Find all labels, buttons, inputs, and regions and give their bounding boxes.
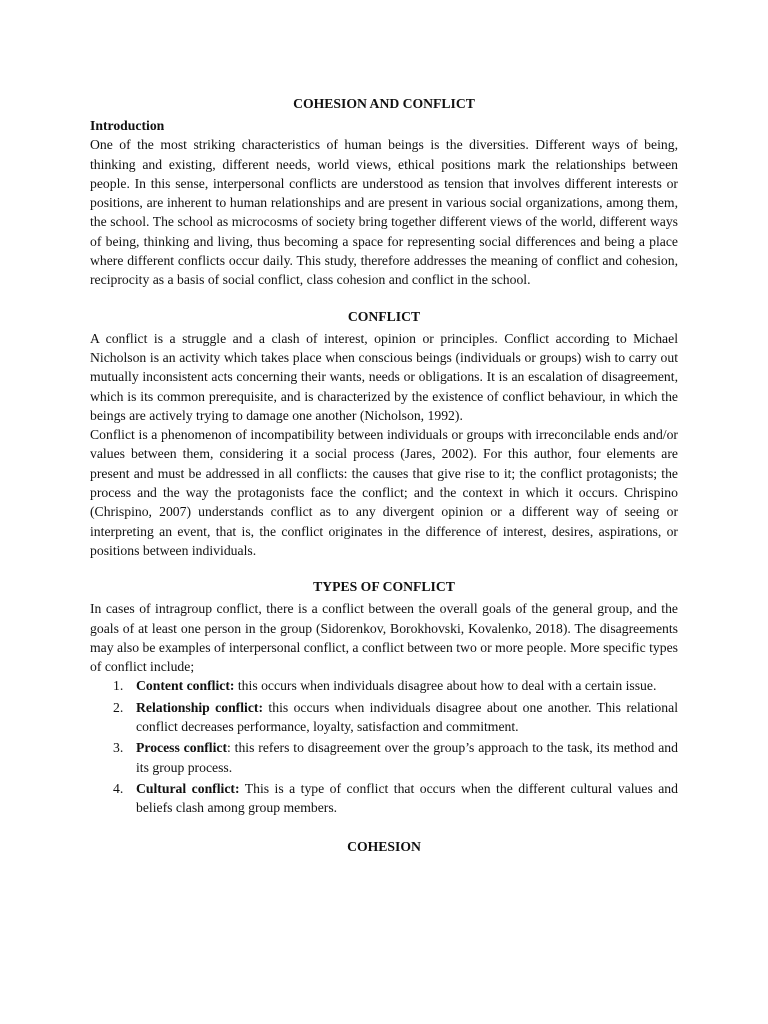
- cohesion-heading: COHESION: [347, 838, 421, 854]
- list-item-text: This is a type of conflict that occurs when the different cultural values and beliefs clash among group members.: [136, 780, 678, 816]
- conflict-types-list: [90, 676, 678, 817]
- conflict-paragraph-2: Conflict is a phenomenon of incompatibility between individuals or groups with irreconcilable ends and/or values between them, considering it a social process (Jares, 2002). For this author, four elements are present and must be addressed in all conflicts: the causes that give rise to it; the conflict protagonists; the process and the way the protagonists face the conflict; and the context in which it occurs. Chrispino (Chrispino, 2007) understands conflict as to any divergent opinion or a different way of seeing or interpreting an event, that is, the conflict originates in the difference of interest, desires, aspirations, or positions between individuals.: [90, 427, 678, 558]
- list-item-term: Process conflict: [136, 740, 228, 756]
- list-item: [113, 738, 678, 777]
- list-item-text: this occurs when individuals disagree about one another. This relational conflict decreases performance, loyalty, satisfaction and commitment.: [136, 699, 678, 735]
- list-item-term: Relationship conflict:: [136, 699, 264, 715]
- list-item: [113, 698, 678, 737]
- introduction-heading: Introduction: [90, 118, 165, 133]
- list-item: [113, 676, 678, 695]
- list-item-number: 2.: [113, 699, 124, 715]
- list-item-term: Content conflict:: [136, 678, 235, 694]
- types-paragraph: In cases of intragroup conflict, there is a conflict between the overall goals of the general group, and the goals of at least one person in the group (Sidorenkov, Borokhovski, Kovalenko, 2018). The disagreements may also be examples of interpersonal conflict, a conflict between two or more people. More specific types of conflict include;: [90, 601, 678, 675]
- list-item-number: 3.: [113, 740, 124, 756]
- spacer: [90, 820, 678, 837]
- spacer: [90, 290, 678, 307]
- list-item-number: 1.: [113, 678, 124, 694]
- list-item: [113, 779, 678, 818]
- document-title: COHESION AND CONFLICT: [293, 96, 475, 111]
- types-heading: TYPES OF CONFLICT: [313, 579, 455, 595]
- list-item-text: : this refers to disagreement over the group’s approach to the task, its method and its group process.: [136, 740, 678, 775]
- spacer: [90, 560, 678, 577]
- introduction-paragraph: One of the most striking characteristics of human beings is the diversities. Different ways of being, thinking and existing, different needs, world views, ethical positions mark the relationships between people. In this sense, interpersonal conflicts are understood as tension that involves different interests or positions, are inherent to human relationships and are present in various social organizations, among them, the school. The school as microcosms of society bring together different views of the world, different ways of being, thinking and living, thus becoming a space for representing social differences and being a place where different conflicts occur daily. This study, therefore addresses the meaning of conflict and cohesion, reciprocity as a basis of social conflict, class cohesion and conflict in the school.: [90, 137, 678, 288]
- list-item-number: 4.: [113, 780, 124, 796]
- conflict-paragraph-1: A conflict is a struggle and a clash of interest, opinion or principles. Conflict according to Michael Nicholson is an activity which takes place when conscious beings (individuals or groups) wish to carry out mutually inconsistent acts concerning their wants, needs or obligations. It is an escalation of disagreement, which is its common prerequisite, and is characterized by the existence of conflict behaviour, in which the beings are actively trying to damage one another (Nicholson, 1992).: [90, 330, 678, 423]
- list-item-term: Cultural conflict:: [136, 780, 240, 796]
- conflict-heading: CONFLICT: [347, 308, 421, 324]
- list-item-text: this occurs when individuals disagree about how to deal with a certain issue.: [234, 678, 657, 694]
